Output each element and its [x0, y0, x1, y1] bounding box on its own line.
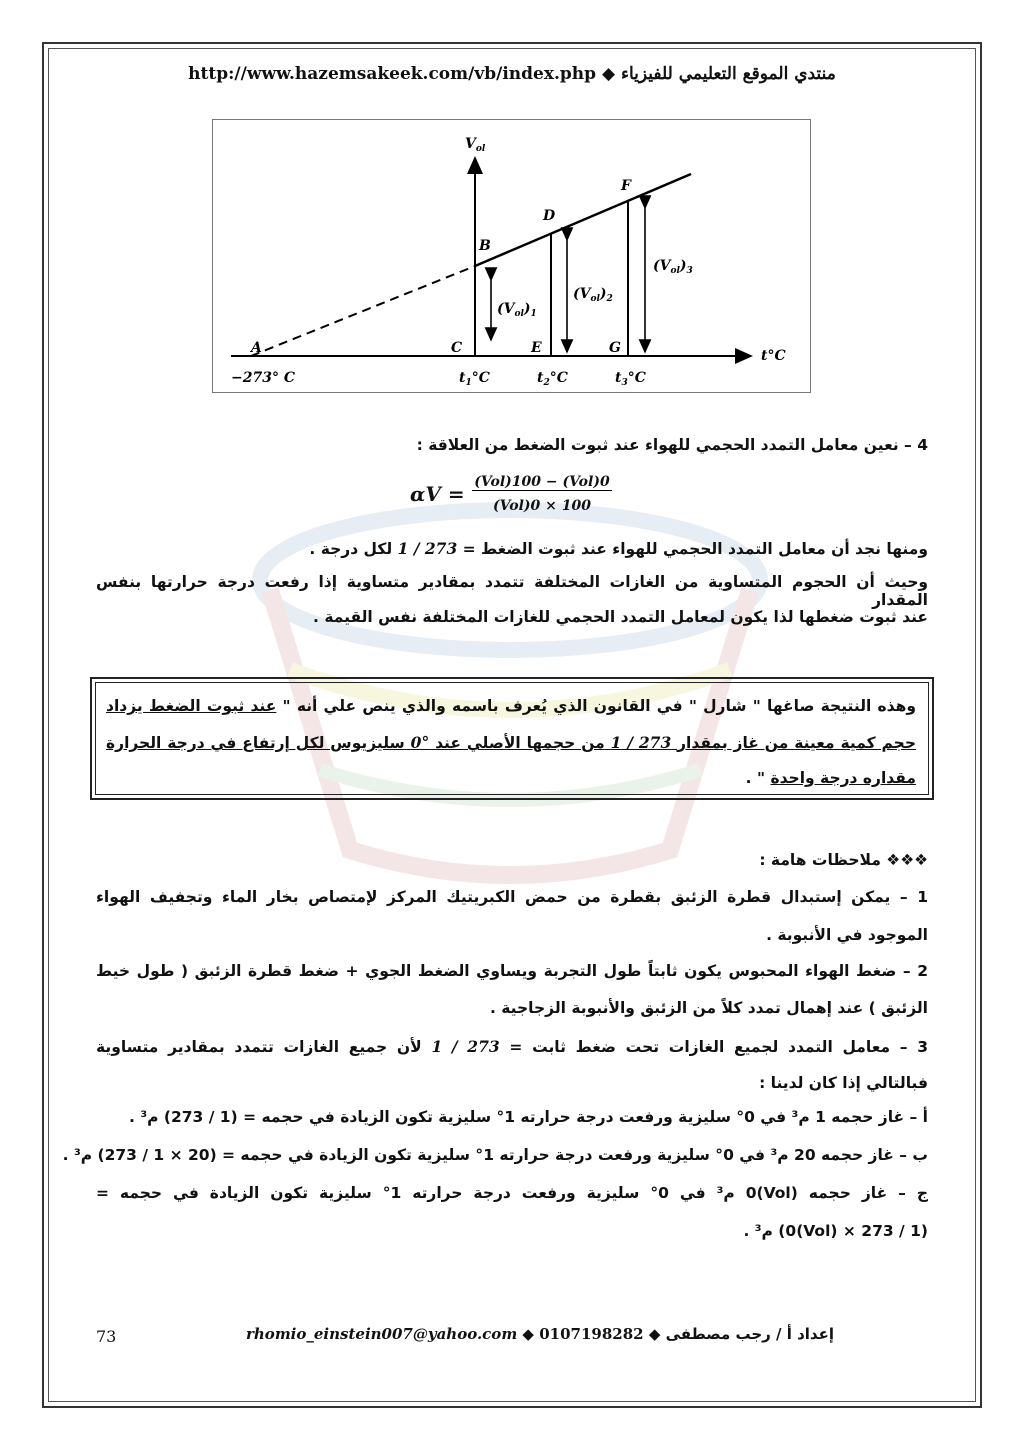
note-1-line-1: 1 – يمكن إستبدال قطرة الزئبق بقطرة من حمض الكبريتيك المركز لإمتصاص بخار الماء وتجفيف الهواء [96, 888, 928, 906]
label-A: A [251, 340, 262, 356]
since-line-1: وحيث أن الحجوم المتساوية من الغازات المختلفة تتمدد بمقادير متساوية إذا رفعت درجة حرارتها بنفس المقدار [96, 573, 928, 609]
formula-lhs: αV = [410, 482, 465, 506]
page-header [120, 64, 904, 84]
note-3-line-2: فبالتالي إذا كان لدينا : [759, 1074, 928, 1092]
footer-phone: 0107198282 [539, 1325, 644, 1343]
result-pre: ومنها نجد أن معامل التمدد الحجمي للهواء عند ثبوت الضغط = [462, 540, 928, 558]
law-l3: مقداره درجة واحدة [770, 769, 916, 787]
label-vol1: $(V_{ol})_1$ [497, 301, 537, 319]
note-2-line-1: 2 – ضغط الهواء المحبوس يكون ثابتاً طول التجربة ويساوي الضغط الجوي + ضغط قطرة الزئبق ( طول خيط [96, 962, 928, 980]
law-line-1 [106, 697, 916, 715]
footer-email[interactable]: rhomio_einstein007@yahoo.com [246, 1325, 518, 1343]
footer-sep-1: ◆ [522, 1325, 534, 1343]
law-l2z: 0° [410, 733, 430, 752]
dashed-extrapolation-line [251, 266, 475, 356]
tick-minus-273: −273° C [231, 370, 295, 386]
note-3-post: لأن جميع الغازات تتمدد بمقادير متساوية [96, 1038, 422, 1056]
volume-temperature-figure [212, 119, 811, 393]
result-value: 1 / 273 [397, 539, 458, 558]
header-url[interactable]: http://www.hazemsakeek.com/vb/index.php [188, 64, 597, 84]
expansion-coefficient-formula [410, 474, 610, 522]
header-separator: ◆ [601, 64, 616, 84]
example-a: أ – غاز حجمه 1 م³ في 0° سليزية ورفعت درجة حرارته 1° سليزية تكون الزيادة في حجمه = (1 / 273) م³ . [129, 1108, 928, 1126]
tick-t3: $t_3^\circ C$ [615, 370, 646, 388]
header-site-name: منتدي الموقع التعليمي للفيزياء [620, 64, 836, 84]
example-c-line-2: (1 / 273 × (Vol)0) م³ . [743, 1222, 928, 1240]
law-l3-end: " . [745, 769, 766, 787]
note-3-value: 1 / 273 [431, 1037, 500, 1056]
page-number: 73 [96, 1327, 117, 1346]
law-l2c: سليزيوس لكل إرتفاع في درجة الحرارة [106, 734, 405, 752]
law-l2b: من حجمها الأصلي عند [435, 734, 605, 752]
law-l1a: وهذه النتيجة صاغها " شارل " في القانون الذي يُعرف باسمه والذي ينص علي أنه " [282, 697, 917, 715]
label-G: G [609, 340, 621, 356]
note-3-line-1 [96, 1037, 928, 1056]
note-2-line-2: الزئبق ) عند إهمال تمدد كلاً من الزئبق والأنبوبة الزجاجية . [490, 999, 928, 1017]
label-B: B [479, 238, 491, 254]
formula-numerator: (Vol)100 − (Vol)0 [472, 474, 612, 491]
law-l2v: 1 / 273 [610, 733, 672, 752]
law-l1b: عند ثبوت الضغط يزداد [106, 697, 277, 715]
label-vol-axis: $V_{ol}$ [465, 136, 486, 154]
label-D: D [543, 208, 556, 224]
formula-denominator: (Vol)0 × 100 [493, 498, 591, 514]
law-line-2 [106, 733, 916, 752]
label-E: E [531, 340, 542, 356]
note-1-line-2: الموجود في الأنبوبة . [766, 926, 928, 944]
footer-sep-2: ◆ [648, 1325, 661, 1343]
result-line [309, 539, 928, 558]
tick-t1: $t_1^\circ C$ [459, 370, 490, 388]
label-vol3: $(V_{ol})_3$ [653, 258, 693, 276]
figure-svg [213, 120, 810, 392]
result-post: لكل درجة . [309, 540, 393, 558]
label-F: F [621, 178, 631, 194]
point-4-line: 4 – نعين معامل التمدد الحجمي للهواء عند ثبوت الضغط من العلاقة : [416, 436, 928, 454]
note-3-pre: 3 – معامل التمدد لجميع الغازات تحت ضغط ثابت = [509, 1038, 929, 1056]
label-C: C [451, 340, 463, 356]
footer-credits [240, 1325, 840, 1343]
volume-line [475, 174, 691, 266]
label-tc-axis: t°C [761, 348, 786, 364]
example-c-line-1: ج – غاز حجمه (Vol)0 م³ في 0° سليزية ورفعت درجة حرارته 1° سليزية تكون الزيادة في حجمه = [96, 1184, 928, 1202]
since-line-2: عند ثبوت ضغطها لذا يكون لمعامل التمدد الحجمي للغازات المختلفة نفس القيمة . [313, 608, 928, 626]
label-vol2: $(V_{ol})_2$ [573, 286, 613, 304]
footer-author: إعداد أ / رجب مصطفى [665, 1325, 834, 1343]
law-line-3 [746, 769, 916, 787]
tick-t2: $t_2^\circ C$ [537, 370, 568, 388]
example-b: ب – غاز حجمه 20 م³ في 0° سليزية ورفعت درجة حرارته 1° سليزية تكون الزيادة في حجمه = (20 × 1 / 273) م³ . [62, 1146, 928, 1164]
notes-title: ❖❖❖ ملاحظات هامة : [759, 851, 928, 869]
law-l2a: حجم كمية معينة من غاز بمقدار [677, 734, 916, 752]
